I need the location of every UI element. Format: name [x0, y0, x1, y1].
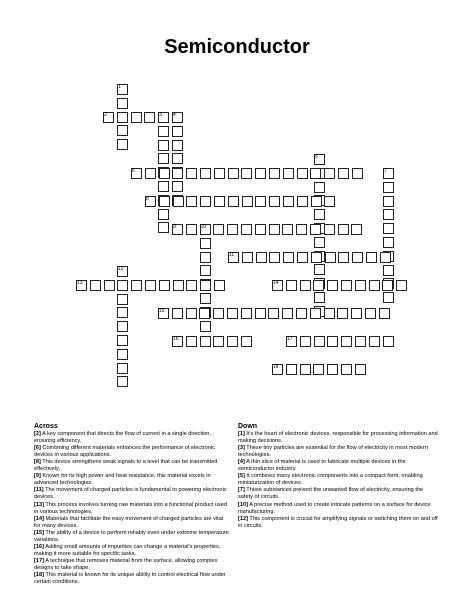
grid-cell[interactable]	[158, 112, 169, 123]
grid-cell[interactable]	[186, 280, 197, 291]
grid-cell[interactable]	[255, 308, 266, 319]
grid-cell[interactable]	[117, 321, 128, 332]
grid-cell[interactable]	[269, 196, 280, 207]
grid-cell[interactable]	[131, 112, 142, 123]
across-clue	[34, 572, 230, 586]
down-heading: Down	[238, 423, 258, 430]
grid-cell[interactable]	[172, 126, 183, 137]
grid-cell[interactable]	[314, 237, 325, 248]
grid-cell[interactable]	[311, 252, 322, 263]
grid-cell[interactable]	[227, 336, 238, 347]
clue-text: Materials that facilitate the easy movement of charged particles are vital for many devices.	[34, 515, 224, 529]
clue-text: A precise method used to create intricate patterns on a surface for device manufacturing.	[238, 501, 431, 515]
grid-cell[interactable]	[241, 224, 252, 235]
grid-cell[interactable]	[242, 252, 253, 263]
grid-cell[interactable]	[383, 292, 394, 303]
grid-cell[interactable]	[369, 280, 380, 291]
grid-cell[interactable]	[117, 84, 128, 95]
grid-cell[interactable]	[117, 349, 128, 360]
grid-cell[interactable]	[200, 265, 211, 276]
grid-cell[interactable]	[117, 335, 128, 346]
grid-cell[interactable]	[159, 280, 170, 291]
clue-number: [8]	[34, 459, 41, 466]
grid-cell[interactable]	[338, 224, 349, 235]
grid-cell[interactable]	[296, 224, 307, 235]
grid-cell[interactable]	[200, 224, 211, 235]
clue-number-label: 3	[159, 112, 162, 118]
across-clue	[34, 487, 230, 501]
grid-cell[interactable]	[341, 364, 352, 375]
grid-cell[interactable]	[383, 336, 394, 347]
across-clue	[34, 530, 230, 544]
grid-cell[interactable]	[352, 252, 363, 263]
grid-cell[interactable]	[172, 224, 183, 235]
grid-cell[interactable]	[117, 376, 128, 387]
grid-cell[interactable]	[383, 265, 394, 276]
clue-number-label: 10	[200, 224, 207, 230]
grid-cell[interactable]	[310, 168, 321, 179]
clue-number-label: 5	[315, 154, 318, 160]
grid-cell[interactable]	[200, 321, 211, 332]
grid-cell[interactable]	[76, 280, 87, 291]
clue-number: [14]	[34, 515, 44, 522]
down-clue	[238, 445, 438, 459]
grid-cell[interactable]	[117, 139, 128, 150]
grid-cell[interactable]	[297, 196, 308, 207]
grid-cell[interactable]	[159, 168, 170, 179]
clue-text: It combines many electronic components into a compact form, enabling miniaturization of devices.	[238, 473, 423, 487]
clue-text: This component is crucial for amplifying signals or switching them on and off in circuits.	[238, 515, 438, 529]
down-clue	[238, 516, 438, 530]
grid-cell[interactable]	[200, 196, 211, 207]
grid-cell[interactable]	[158, 140, 169, 151]
clue-text: This material is known for its unique ability to control electrical flow under certain conditions.	[34, 571, 226, 586]
grid-cell[interactable]	[241, 336, 252, 347]
grid-cell[interactable]	[172, 153, 183, 164]
grid-cell[interactable]	[383, 196, 394, 207]
grid-cell[interactable]	[117, 98, 128, 109]
clue-number: [9]	[34, 473, 41, 480]
grid-cell[interactable]	[272, 280, 283, 291]
grid-cell[interactable]	[380, 252, 391, 263]
grid-cell[interactable]	[311, 196, 322, 207]
grid-cell[interactable]	[286, 280, 297, 291]
grid-cell[interactable]	[338, 168, 349, 179]
grid-cell[interactable]	[104, 280, 115, 291]
grid-cell[interactable]	[310, 308, 321, 319]
grid-cell[interactable]	[383, 237, 394, 248]
grid-cell[interactable]	[117, 280, 128, 291]
grid-cell[interactable]	[324, 224, 335, 235]
clue-text: This device strengthens weak signals to a level that can be transmitted effectively.	[34, 459, 218, 473]
grid-cell[interactable]	[310, 224, 321, 235]
clue-number-label: 7	[384, 168, 387, 174]
across-clue	[34, 502, 230, 516]
clue-number: [17]	[34, 557, 44, 564]
grid-cell[interactable]	[117, 307, 128, 318]
clue-number: [7]	[238, 487, 245, 494]
clue-number-label: 14	[273, 280, 279, 286]
across-clue	[34, 516, 230, 530]
clue-text: A technique that removes material from the surface, allowing complex designs to take shape.	[34, 557, 218, 571]
clue-number: [12]	[238, 515, 248, 522]
clue-number: [18]	[34, 571, 44, 578]
grid-cell[interactable]	[286, 364, 297, 375]
across-clue	[34, 544, 230, 558]
grid-cell[interactable]	[282, 308, 293, 319]
clue-number-label: 11	[229, 252, 235, 258]
clue-number-label: 15	[159, 308, 165, 314]
grid-cell[interactable]	[145, 168, 156, 179]
grid-cell[interactable]	[117, 125, 128, 136]
down-clues	[238, 423, 438, 530]
clue-text: The ability of a device to perform reliably even under extreme temperature variations.	[34, 529, 229, 543]
clue-number-label: 6	[132, 168, 135, 174]
grid-cell[interactable]	[256, 252, 267, 263]
down-clue	[238, 502, 438, 516]
grid-cell[interactable]	[117, 363, 128, 374]
grid-cell[interactable]	[369, 336, 380, 347]
grid-cell[interactable]	[255, 196, 266, 207]
down-clue	[238, 431, 438, 445]
grid-cell[interactable]	[379, 308, 390, 319]
grid-cell[interactable]	[313, 280, 324, 291]
clue-text: These tiny particles are essential for the flow of electricity in most modern technologies.	[238, 445, 428, 459]
clue-number-label: 17	[287, 336, 293, 342]
grid-cell[interactable]	[186, 336, 197, 347]
grid-cell[interactable]	[383, 168, 394, 179]
grid-cell[interactable]	[314, 264, 325, 275]
clue-text: A thin slice of material is used to fabricate multiple devices in the semiconductor industry.	[238, 459, 406, 473]
grid-cell[interactable]	[131, 168, 142, 179]
grid-cell[interactable]	[200, 280, 211, 291]
grid-cell[interactable]	[355, 336, 366, 347]
grid-cell[interactable]	[144, 112, 155, 123]
grid-cell[interactable]	[351, 224, 362, 235]
grid-cell[interactable]	[341, 280, 352, 291]
grid-cell[interactable]	[314, 154, 325, 165]
clue-text: This process involves turning raw materials into a functional product used in various technologies.	[34, 501, 227, 515]
grid-cell[interactable]	[117, 112, 128, 123]
clue-number: [4]	[238, 459, 245, 466]
across-clue	[34, 445, 230, 459]
clue-number: [13]	[34, 501, 44, 508]
clue-number-label: 12	[118, 266, 124, 272]
grid-cell[interactable]	[300, 336, 311, 347]
grid-cell[interactable]	[213, 224, 224, 235]
clue-number: [5]	[238, 473, 245, 480]
grid-cell[interactable]	[314, 209, 325, 220]
clue-text: These substances prevent the unwanted flow of electricity, ensuring the safety of circuits.	[238, 487, 424, 501]
grid-cell[interactable]	[255, 168, 266, 179]
grid-cell[interactable]	[337, 308, 348, 319]
down-clue	[238, 459, 438, 473]
grid-cell[interactable]	[355, 280, 366, 291]
grid-cell[interactable]	[351, 308, 362, 319]
down-clue	[238, 487, 438, 501]
grid-cell[interactable]	[214, 196, 225, 207]
grid-cell[interactable]	[268, 308, 279, 319]
clue-number: [10]	[238, 501, 248, 508]
grid-cell[interactable]	[145, 280, 156, 291]
grid-cell[interactable]	[228, 252, 239, 263]
grid-cell[interactable]	[297, 168, 308, 179]
grid-cell[interactable]	[255, 224, 266, 235]
grid-cell[interactable]	[269, 224, 280, 235]
grid-cell[interactable]	[200, 252, 211, 263]
grid-cell[interactable]	[103, 112, 114, 123]
grid-cell[interactable]	[282, 224, 293, 235]
grid-cell[interactable]	[283, 252, 294, 263]
grid-cell[interactable]	[228, 196, 239, 207]
grid-cell[interactable]	[228, 168, 239, 179]
clue-number-label: 1	[118, 84, 121, 90]
grid-cell[interactable]	[269, 168, 280, 179]
down-clue	[238, 473, 438, 487]
grid-cell[interactable]	[172, 308, 183, 319]
grid-cell[interactable]	[90, 280, 101, 291]
page-title: Semiconductor	[164, 36, 310, 58]
grid-cell[interactable]	[366, 252, 377, 263]
grid-cell[interactable]	[227, 308, 238, 319]
grid-cell[interactable]	[117, 294, 128, 305]
grid-cell[interactable]	[300, 280, 311, 291]
clue-number: [1]	[238, 431, 245, 438]
grid-cell[interactable]	[200, 238, 211, 249]
grid-cell[interactable]	[214, 280, 225, 291]
grid-cell[interactable]	[227, 224, 238, 235]
grid-cell[interactable]	[173, 280, 184, 291]
grid-cell[interactable]	[213, 336, 224, 347]
grid-cell[interactable]	[172, 112, 183, 123]
clue-number: [16]	[34, 543, 44, 550]
grid-cell[interactable]	[214, 168, 225, 179]
clue-number-label: 13	[77, 280, 83, 286]
clue-number-label: 16	[173, 336, 179, 342]
grid-cell[interactable]	[382, 280, 393, 291]
grid-cell[interactable]	[145, 196, 156, 207]
grid-cell[interactable]	[314, 182, 325, 193]
grid-cell[interactable]	[200, 293, 211, 304]
grid-cell[interactable]	[172, 140, 183, 151]
grid-cell[interactable]	[158, 222, 169, 233]
clue-text: The movement of charged particles is fundamental to powering electronic devices.	[34, 487, 227, 501]
grid-cell[interactable]	[355, 364, 366, 375]
grid-cell[interactable]	[327, 336, 338, 347]
across-clue	[34, 473, 230, 487]
grid-cell[interactable]	[186, 224, 197, 235]
grid-cell[interactable]	[242, 196, 253, 207]
grid-cell[interactable]	[117, 266, 128, 277]
grid-cell[interactable]	[200, 168, 211, 179]
grid-cell[interactable]	[286, 336, 297, 347]
grid-cell[interactable]	[186, 308, 197, 319]
clue-text: Known for its high power and heat resistance, this material excels in advanced technologies.	[34, 473, 211, 487]
grid-cell[interactable]	[173, 196, 184, 207]
grid-cell[interactable]	[327, 364, 338, 375]
grid-cell[interactable]	[297, 252, 308, 263]
grid-cell[interactable]	[158, 181, 169, 192]
clue-number-label: 18	[273, 364, 279, 370]
grid-cell[interactable]	[172, 336, 183, 347]
grid-cell[interactable]	[200, 336, 211, 347]
clue-number-label: 4	[173, 112, 176, 118]
grid-cell[interactable]	[383, 182, 394, 193]
grid-cell[interactable]	[383, 223, 394, 234]
across-heading: Across	[34, 423, 58, 430]
grid-cell[interactable]	[158, 308, 169, 319]
grid-cell[interactable]	[365, 308, 376, 319]
clue-number: [2]	[34, 431, 41, 438]
grid-cell[interactable]	[158, 126, 169, 137]
grid-cell[interactable]	[314, 336, 325, 347]
grid-cell[interactable]	[324, 168, 335, 179]
across-clue	[34, 558, 230, 572]
clue-text: Combining different materials enhances the performance of electronic devices in various applications.	[34, 445, 215, 459]
grid-cell[interactable]	[272, 364, 283, 375]
grid-cell[interactable]	[158, 209, 169, 220]
across-clue	[34, 459, 230, 473]
grid-cell[interactable]	[325, 252, 336, 263]
grid-cell[interactable]	[296, 308, 307, 319]
grid-cell[interactable]	[199, 308, 210, 319]
grid-cell[interactable]	[241, 168, 252, 179]
grid-cell[interactable]	[283, 168, 294, 179]
clue-number: [3]	[238, 445, 245, 452]
grid-cell[interactable]	[172, 168, 183, 179]
grid-cell[interactable]	[338, 252, 349, 263]
grid-cell[interactable]	[241, 308, 252, 319]
across-clues	[34, 423, 230, 586]
grid-cell[interactable]	[324, 196, 335, 207]
grid-cell[interactable]	[283, 196, 294, 207]
grid-cell[interactable]	[341, 336, 352, 347]
across-clue	[34, 431, 230, 445]
grid-cell[interactable]	[186, 168, 197, 179]
clue-text: A key component that directs the flow of current in a single direction, ensuring efficiency.	[34, 431, 211, 445]
grid-cell[interactable]	[158, 153, 169, 164]
clue-number-label: 8	[146, 196, 149, 202]
grid-cell[interactable]	[327, 280, 338, 291]
grid-cell[interactable]	[300, 364, 311, 375]
clue-text: It's the heart of electronic devices, responsible for processing information and making decisions.	[238, 431, 438, 445]
clue-number: [11]	[34, 487, 44, 494]
grid-cell[interactable]	[131, 280, 142, 291]
grid-cell[interactable]	[213, 308, 224, 319]
grid-cell[interactable]	[172, 181, 183, 192]
grid-cell[interactable]	[313, 364, 324, 375]
clue-number-label: 9	[173, 224, 176, 230]
grid-cell[interactable]	[186, 196, 197, 207]
clue-text: Adding small amounts of impurities can change a material's properties, making it more suitable for specific tasks.	[34, 543, 221, 557]
grid-cell[interactable]	[159, 196, 170, 207]
grid-cell[interactable]	[352, 168, 363, 179]
clue-number: [15]	[34, 529, 44, 536]
grid-cell[interactable]	[314, 292, 325, 303]
clue-number-label: 2	[104, 112, 107, 118]
grid-cell[interactable]	[269, 252, 280, 263]
grid-cell[interactable]	[324, 308, 335, 319]
grid-cell[interactable]	[383, 209, 394, 220]
grid-cell[interactable]	[396, 280, 407, 291]
clue-number: [6]	[34, 445, 41, 452]
